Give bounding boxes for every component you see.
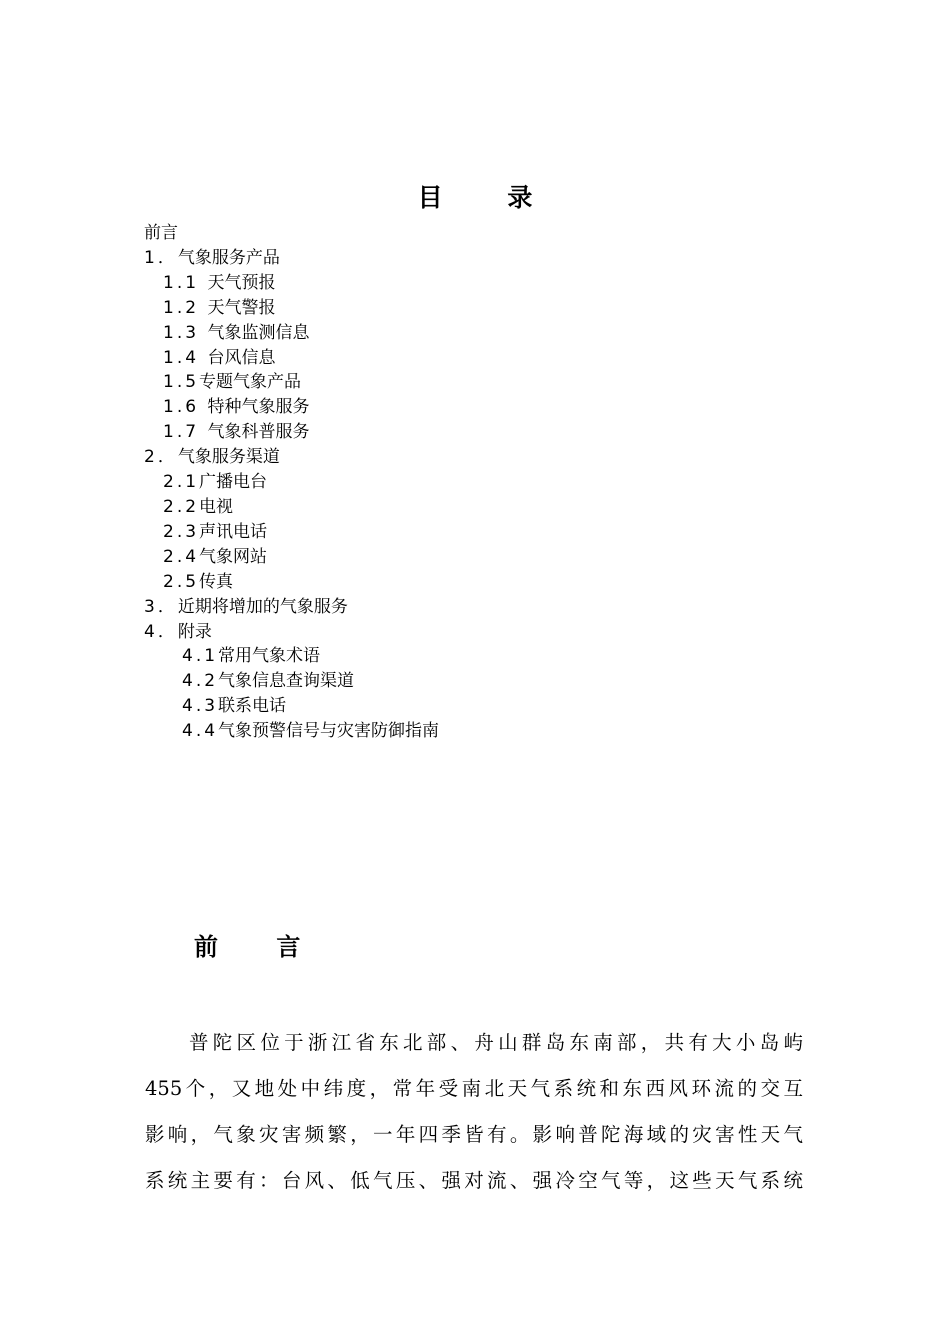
toc-entry bbox=[144, 445, 844, 470]
toc-entry-label: 电视 bbox=[199, 496, 234, 517]
toc-entry-label: 联系电话 bbox=[218, 696, 287, 717]
toc-entry-label: 气象服务渠道 bbox=[177, 447, 280, 468]
paragraph-line: 系统主要有：台风、低气压、强对流、强冷空气等，这些天气系统 bbox=[145, 1169, 803, 1192]
toc-entry bbox=[144, 221, 844, 246]
paragraph-line: 普陀区位于浙江省东北部、舟山群岛东南部，共有大小岛屿 bbox=[189, 1031, 803, 1054]
toc-entry-number: 1.6 bbox=[163, 397, 208, 418]
toc-entry bbox=[144, 370, 844, 395]
toc-entry-label: 气象监测信息 bbox=[207, 322, 310, 343]
toc-entry-label: 专题气象产品 bbox=[199, 372, 302, 393]
toc-entry bbox=[144, 694, 844, 719]
toc-entry-number: 2.5 bbox=[163, 571, 200, 592]
toc-entry-label: 天气预报 bbox=[207, 272, 276, 293]
toc-entry-number: 2.4 bbox=[163, 546, 200, 567]
toc-entry-number: 2.1 bbox=[163, 472, 200, 493]
toc-entry-label: 气象服务产品 bbox=[177, 247, 280, 268]
toc-entry-number: 1.3 bbox=[163, 322, 208, 343]
toc-entry bbox=[144, 470, 844, 495]
toc-entry-number: 4.4 bbox=[182, 721, 219, 742]
toc-entry-number: 4.3 bbox=[182, 696, 219, 717]
table-of-contents bbox=[144, 221, 844, 744]
toc-entry-number: 2． bbox=[144, 447, 178, 468]
toc-entry-label: 气象科普服务 bbox=[207, 422, 310, 443]
toc-entry-number: 1.7 bbox=[163, 422, 208, 443]
toc-entry-number: 4． bbox=[144, 621, 178, 642]
toc-entry bbox=[144, 669, 844, 694]
paragraph-line: 455个，又地处中纬度，常年受南北天气系统和东西风环流的交互 bbox=[145, 1077, 803, 1100]
toc-entry-number: 1.5 bbox=[163, 372, 200, 393]
toc-entry-label: 传真 bbox=[199, 571, 234, 592]
toc-entry bbox=[144, 271, 844, 296]
toc-entry-label: 特种气象服务 bbox=[207, 397, 310, 418]
toc-entry bbox=[144, 719, 844, 744]
toc-entry-number: 1.2 bbox=[163, 297, 208, 318]
toc-entry-number: 4.1 bbox=[182, 646, 219, 667]
toc-entry-label: 气象预警信号与灾害防御指南 bbox=[218, 721, 440, 742]
toc-entry bbox=[144, 495, 844, 520]
toc-entry-label: 气象信息查询渠道 bbox=[218, 671, 355, 692]
toc-entry-number: 3． bbox=[144, 596, 178, 617]
toc-entry-label: 气象网站 bbox=[199, 546, 268, 567]
toc-entry bbox=[144, 420, 844, 445]
toc-entry-label: 台风信息 bbox=[207, 347, 276, 368]
toc-entry-number: 1． bbox=[144, 247, 178, 268]
toc-entry-number: 4.2 bbox=[182, 671, 219, 692]
toc-entry bbox=[144, 570, 844, 595]
toc-entry bbox=[144, 545, 844, 570]
toc-entry-label: 天气警报 bbox=[207, 297, 276, 318]
toc-entry bbox=[144, 395, 844, 420]
paragraph-line: 影响，气象灾害频繁，一年四季皆有。影响普陀海域的灾害性天气 bbox=[145, 1123, 803, 1146]
toc-entry bbox=[144, 321, 844, 346]
toc-entry bbox=[144, 595, 844, 620]
preface-title: 前 言 bbox=[194, 933, 326, 961]
toc-entry-label: 声讯电话 bbox=[199, 521, 268, 542]
preface-body bbox=[145, 1020, 803, 1204]
toc-entry bbox=[144, 620, 844, 645]
toc-entry bbox=[144, 644, 844, 669]
toc-title: 目 录 bbox=[417, 183, 561, 212]
toc-entry-label: 广播电台 bbox=[199, 472, 268, 493]
toc-entry bbox=[144, 296, 844, 321]
toc-entry-label: 附录 bbox=[177, 621, 212, 642]
toc-entry bbox=[144, 346, 844, 371]
toc-entry-number: 1.4 bbox=[163, 347, 208, 368]
toc-entry-label: 近期将增加的气象服务 bbox=[177, 596, 348, 617]
toc-entry bbox=[144, 520, 844, 545]
toc-entry-label: 前言 bbox=[144, 223, 178, 243]
toc-entry bbox=[144, 246, 844, 271]
toc-entry-number: 1.1 bbox=[163, 272, 208, 293]
toc-entry-label: 常用气象术语 bbox=[218, 646, 321, 667]
toc-entry-number: 2.2 bbox=[163, 496, 200, 517]
toc-entry-number: 2.3 bbox=[163, 521, 200, 542]
